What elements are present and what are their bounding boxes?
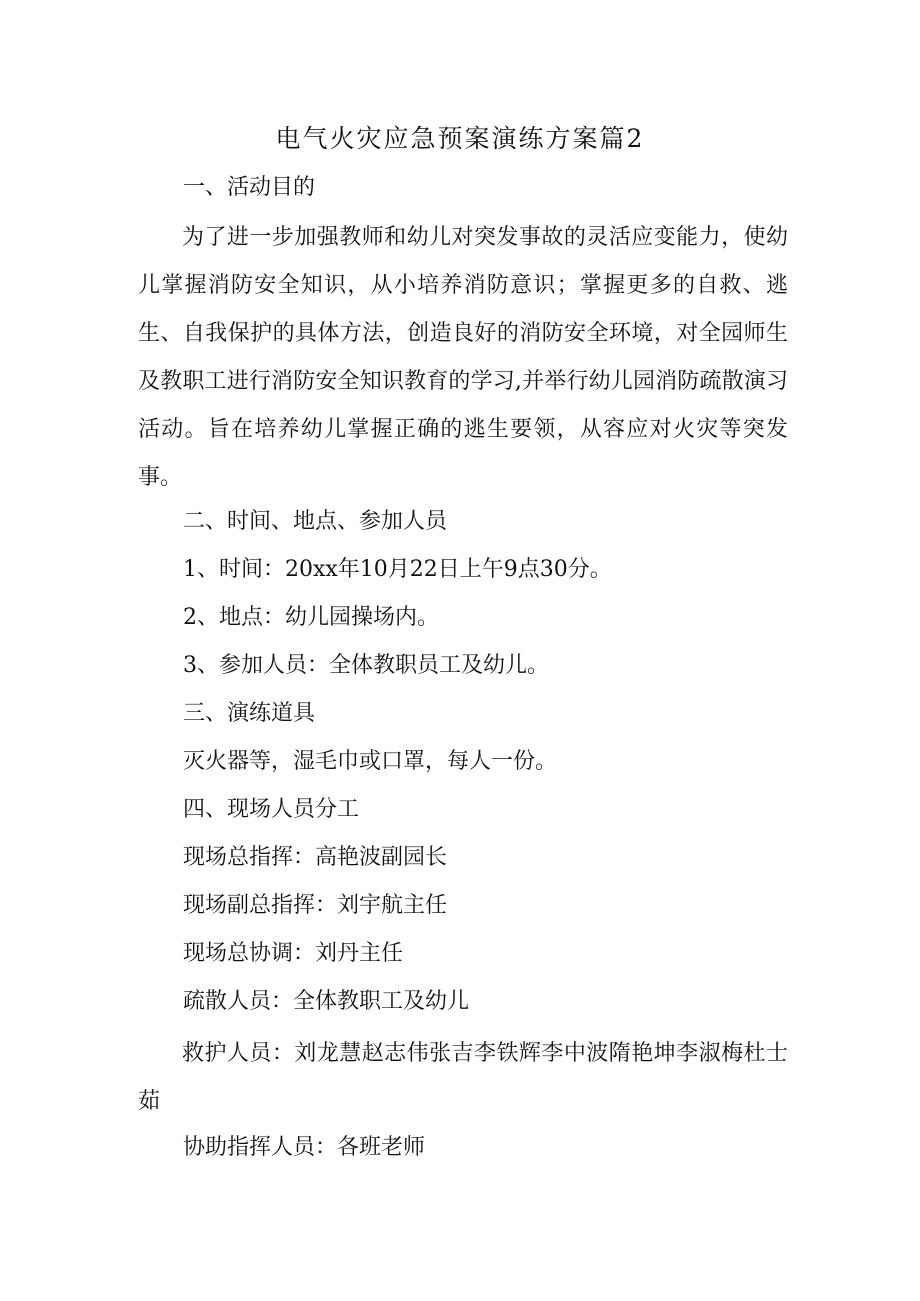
time-line: 1、时间：20xx年10月22日上午9点30分。 xyxy=(183,557,612,582)
assistants-line: 协助指挥人员：各班老师 xyxy=(183,1135,426,1160)
commander-line: 现场总指挥：高艳波副园长 xyxy=(183,845,448,870)
evacuees-line: 疏散人员：全体教职工及幼儿 xyxy=(183,989,470,1014)
rescue-paragraph: 救护人员：刘龙慧赵志伟张吉李铁辉李中波隋艳坤李淑梅杜士茹 xyxy=(138,1041,788,1114)
purpose-paragraph: 为了进一步加强教师和幼儿对突发事故的灵活应变能力，使幼儿掌握消防安全知识，从小培养消防意识；掌握更多的自救、逃生、自我保护的具体方法，创造良好的消防安全环境，对全园师生及教职工进行消防安全知识教育的学习,并举行幼儿园消防疏散演习活动。旨在培养幼儿掌握正确的逃生要领，从容应对火灾等突发事。 xyxy=(138,225,788,490)
participants-line: 3、参加人员：全体教职员工及幼儿。 xyxy=(183,653,549,678)
props-line: 灭火器等，湿毛巾或口罩，每人一份。 xyxy=(183,749,558,774)
section-heading-time-place-people: 二、时间、地点、参加人员 xyxy=(183,509,448,534)
vice-commander-line: 现场副总指挥：刘宇航主任 xyxy=(183,893,448,918)
section-heading-roles: 四、现场人员分工 xyxy=(183,797,360,822)
page-title: 电气火灾应急预案演练方案篇2 xyxy=(275,124,645,153)
section-heading-props: 三、演练道具 xyxy=(183,701,316,726)
section-heading-purpose: 一、活动目的 xyxy=(183,175,316,200)
place-line: 2、地点：幼儿园操场内。 xyxy=(183,605,439,630)
coordinator-line: 现场总协调：刘丹主任 xyxy=(183,941,404,966)
